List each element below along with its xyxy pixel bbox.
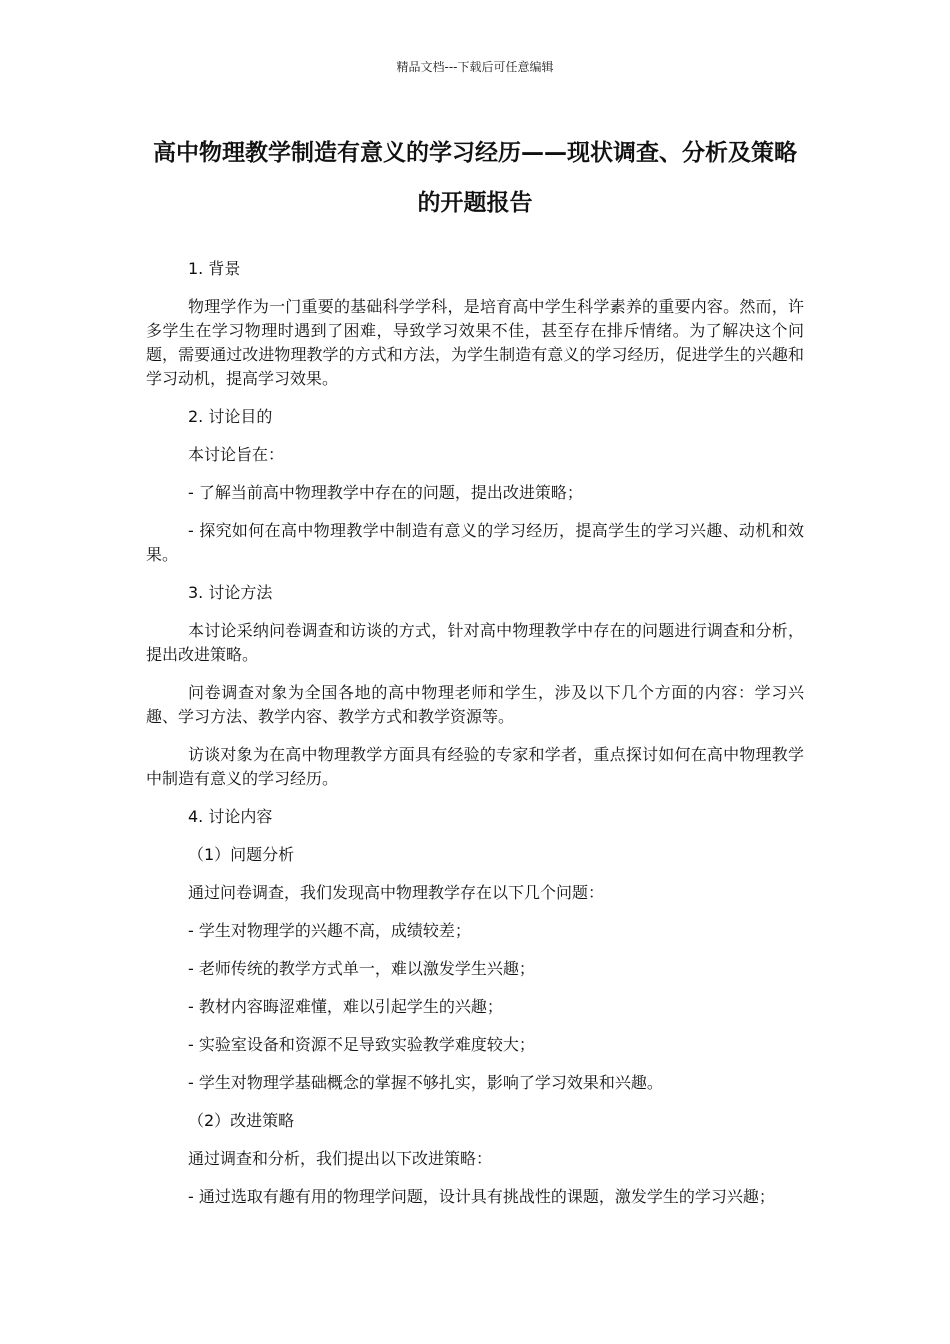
page-header: 精品文档---下载后可任意编辑 xyxy=(396,60,554,74)
paragraph-interview: 访谈对象为在高中物理教学方面具有经验的专家和学者，重点探讨如何在高中物理教学中制造有意义的学习经历。 xyxy=(146,745,804,788)
list-item: - 教材内容晦涩难懂，难以引起学生的兴趣； xyxy=(188,997,503,1016)
list-item: - 探究如何在高中物理教学中制造有意义的学习经历，提高学生的学习兴趣、动机和效果。 xyxy=(146,521,804,564)
list-item: - 了解当前高中物理教学中存在的问题，提出改进策略； xyxy=(188,483,583,502)
paragraph-background: 物理学作为一门重要的基础科学学科，是培育高中学生科学素养的重要内容。然而，许多学生在学习物理时遇到了困难，导致学习效果不佳，甚至存在排斥情绪。为了解决这个问题，需要通过改进物理教学的方式和方法，为学生制造有意义的学习经历，促进学生的兴趣和学习动机，提高学习效果。 xyxy=(146,297,804,388)
document-body xyxy=(146,257,804,1223)
list-item: - 实验室设备和资源不足导致实验教学难度较大； xyxy=(188,1035,535,1054)
paragraph-purpose-intro: 本讨论旨在： xyxy=(188,445,285,464)
list-item: - 老师传统的教学方式单一，难以激发学生兴趣； xyxy=(188,959,535,978)
paragraph-strategy-intro: 通过调查和分析，我们提出以下改进策略： xyxy=(188,1149,493,1168)
subsection-heading-analysis: （1）问题分析 xyxy=(188,845,295,864)
section-heading-method: 3. 讨论方法 xyxy=(188,583,273,602)
section-heading-purpose: 2. 讨论目的 xyxy=(188,407,273,426)
section-heading-background: 1. 背景 xyxy=(188,259,241,278)
paragraph-analysis-intro: 通过问卷调查，我们发现高中物理教学存在以下几个问题： xyxy=(188,883,605,902)
paragraph-survey: 问卷调查对象为全国各地的高中物理老师和学生，涉及以下几个方面的内容：学习兴趣、学习方法、教学内容、教学方式和教学资源等。 xyxy=(146,683,804,726)
subsection-heading-strategy: （2）改进策略 xyxy=(188,1111,295,1130)
paragraph-method: 本讨论采纳问卷调查和访谈的方式，针对高中物理教学中存在的问题进行调查和分析，提出改进策略。 xyxy=(146,621,804,664)
list-item: - 学生对物理学的兴趣不高，成绩较差； xyxy=(188,921,471,940)
document-title: 高中物理教学制造有意义的学习经历——现状调查、分析及策略的开题报告 xyxy=(153,140,797,216)
list-item: - 学生对物理学基础概念的掌握不够扎实，影响了学习效果和兴趣。 xyxy=(188,1073,663,1092)
list-item: - 通过选取有趣有用的物理学问题，设计具有挑战性的课题，激发学生的学习兴趣； xyxy=(188,1187,775,1206)
section-heading-content: 4. 讨论内容 xyxy=(188,807,273,826)
